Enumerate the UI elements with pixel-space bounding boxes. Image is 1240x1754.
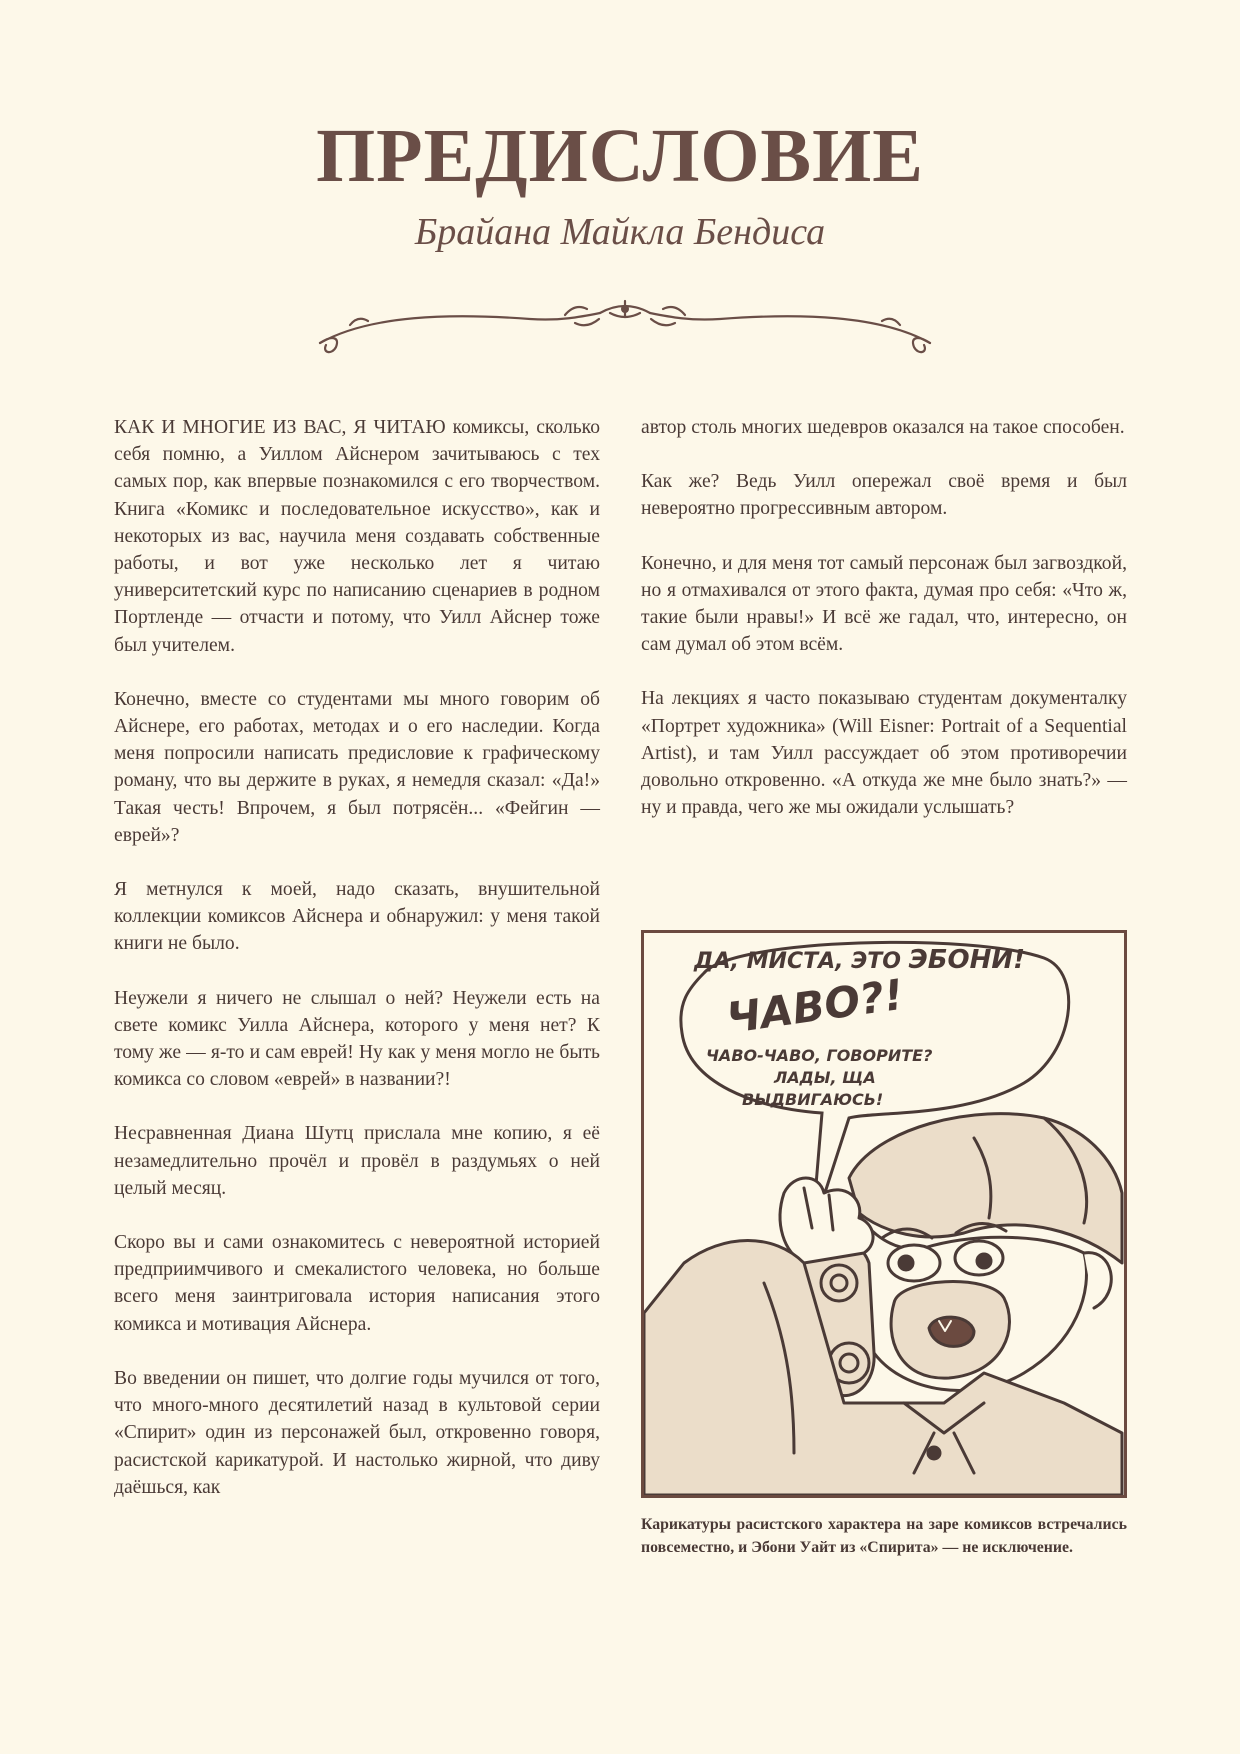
flourish-ornament: [310, 295, 940, 365]
page-subtitle: Брайана Майкла Бендиса: [414, 211, 826, 253]
paragraph: КАК И МНОГИЕ ИЗ ВАС, Я ЧИТАЮ комиксы, сколько себя помню, а Уиллом Айснером зачитываюсь с тех самых пор, как впервые познакомился с его творчеством. Книга «Комикс и последовательное искусство», как и некоторых из вас, научила меня создавать собственные работы, и вот уже несколько лет я читаю университетский курс по написанию сценариев в родном Портленде — отчасти и потому, что Уилл Айснер тоже был учителем.: [114, 417, 600, 656]
paragraph: Конечно, вместе со студентами мы много говорим об Айснере, его работах, методах и о его наследии. Когда меня попросили написать предисловие к графическому роману, что вы держите в руках, я немедля сказал: «Да!» Такая честь! Впрочем, я был потрясён... «Фейгин — еврей»?: [114, 688, 600, 846]
balloon-text-line: ВЫДВИГАЮСЬ!: [742, 1090, 884, 1109]
paragraph: Скоро вы и сами ознакомитесь с невероятной историей предприимчивого и смекалистого человека, но больше всего меня заинтриговала история написания этого комикса и мотивация Айснера.: [114, 1232, 600, 1335]
paragraph: Конечно, и для меня тот самый персонаж был загвоздкой, но я отмахивался от этого факта, думая про себя: «Что ж, такие были нравы!» И всё же гадал, что, интересно, он сам думал об этом всём.: [641, 552, 1127, 656]
paragraph: На лекциях я часто показываю студентам документалку «Портрет художника» (Will Eisner: Portrait of a Sequential Artist), и там Уилл рассуждает об этом противоречии довольно откровенно. «А откуда же мне было знать?» — ну и правда, чего же мы ожидали услышать?: [641, 688, 1127, 819]
paragraph: Несравненная Диана Шутц прислала мне копию, я её незамедлительно прочёл и провёл в раздумьях о ней целый месяц.: [114, 1123, 600, 1199]
paragraph: Во введении он пишет, что долгие годы мучился от того, что много-много десятилетий назад в культовой серии «Спирит» один из персонажей был, откровенно говоря, расистской карикатурой. И настолько жирной, что диву даёшься, как: [114, 1367, 600, 1498]
paragraph: Как же? Ведь Уилл опережал своё время и был невероятно прогрессивным автором.: [641, 471, 1127, 520]
left-text-column: [114, 414, 600, 1528]
balloon-text-line: ДА, МИСТА, ЭТО: [694, 949, 909, 974]
balloon-text-line: ЧАВО-ЧАВО, ГОВОРИТЕ?: [706, 1046, 933, 1065]
paragraph: Я метнулся к моей, надо сказать, внушительной коллекции комиксов Айснера и обнаружил: у меня такой книги не было.: [114, 879, 600, 955]
figure-caption: Карикатуры расистского характера на заре комиксов встречались повсеместно, и Эбони Уайт из «Спирита» — не исключение.: [641, 1516, 1127, 1556]
paragraph: автор столь многих шедевров оказался на такое способен.: [641, 417, 1125, 438]
right-text-column: [641, 414, 1127, 848]
comic-panel-illustration: [641, 930, 1127, 1498]
paragraph: Неужели я ничего не слышал о ней? Неужели есть на свете комикс Уилла Айснера, которого у меня нет? К тому же — я-то и сам еврей! Ну как у меня могло не быть комикса со словом «еврей» в названии?!: [114, 987, 600, 1091]
balloon-text-line: ЛАДЫ, ЩА: [774, 1068, 876, 1087]
balloon-text-exclaim: ЧАВО?!: [723, 969, 907, 1043]
character-drawing: [644, 1114, 1122, 1495]
svg-text:ДА, МИСТА, ЭТО ЭБОНИ!: [693, 945, 1025, 975]
balloon-text-emphasis: ЭБОНИ!: [908, 945, 1026, 975]
page-title: ПРЕДИСЛОВИЕ: [316, 114, 924, 198]
